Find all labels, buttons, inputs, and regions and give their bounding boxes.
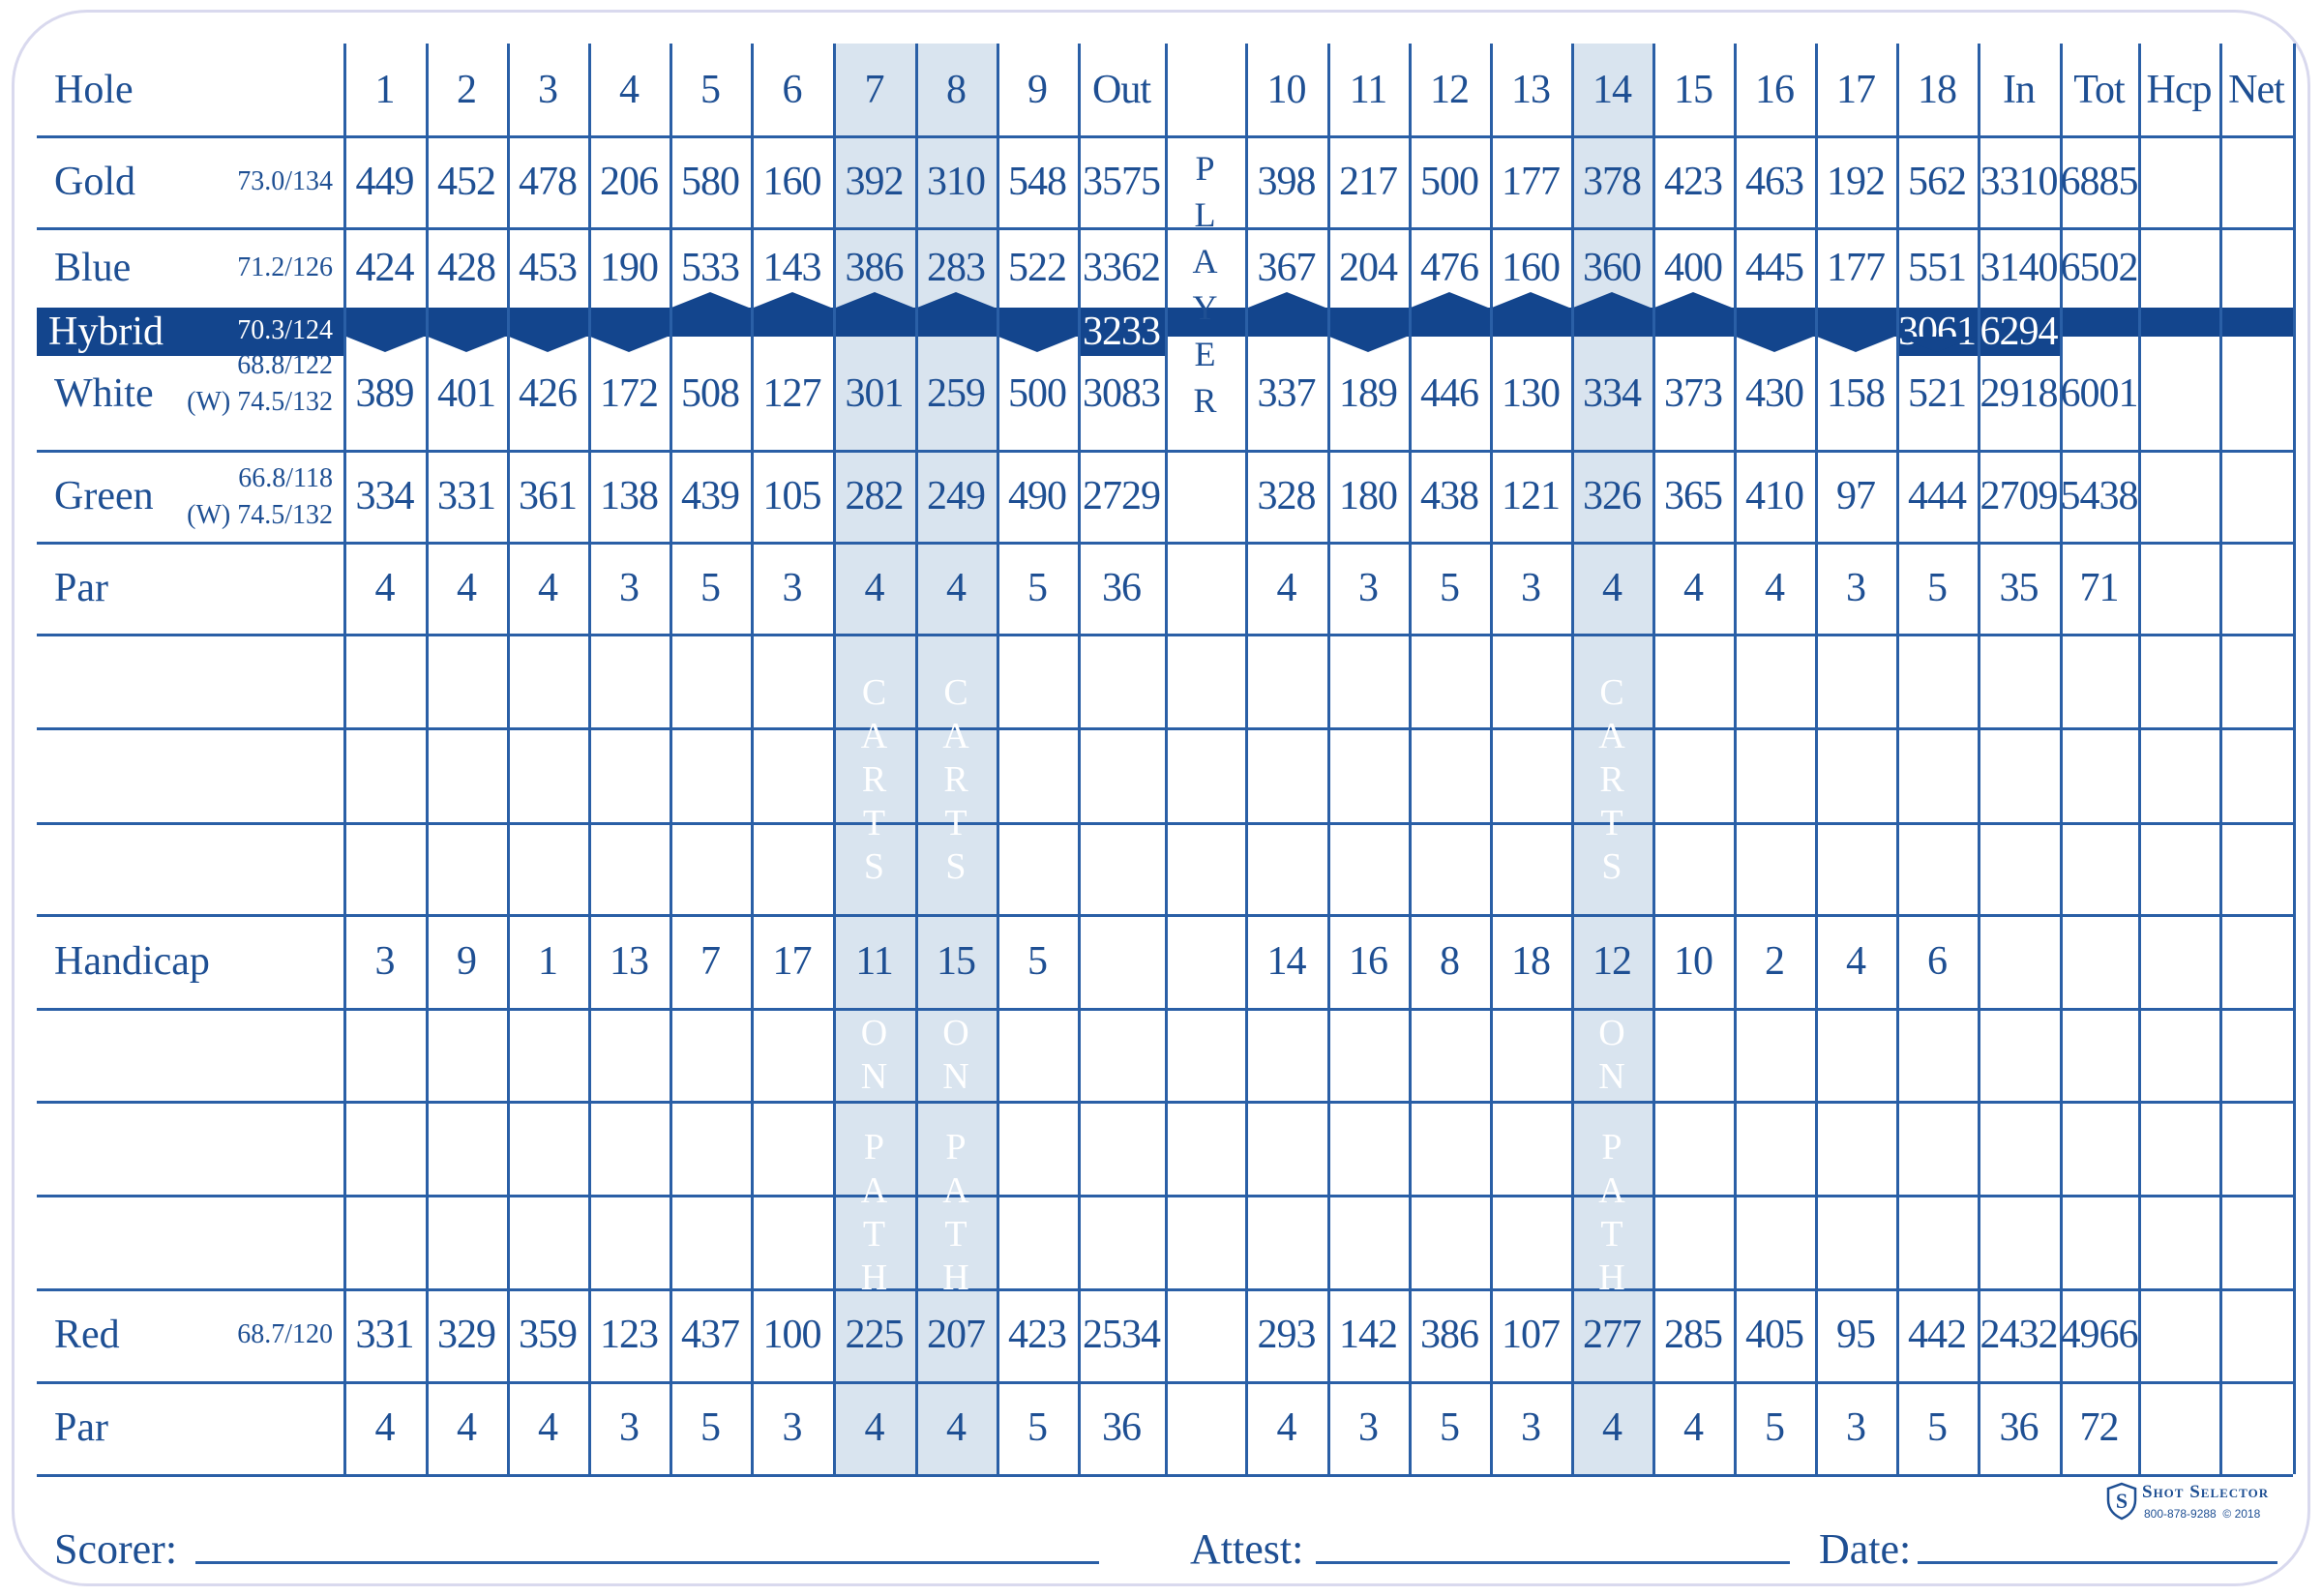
yardage-white: 430 xyxy=(1745,370,1803,416)
hole-number-8: 8 xyxy=(946,67,966,112)
yardage-red: 277 xyxy=(1583,1313,1641,1357)
tot-gold: 6885 xyxy=(2060,159,2138,204)
hole-number-13: 13 xyxy=(1511,67,1550,112)
scorer-line[interactable] xyxy=(195,1561,1099,1564)
yardage-green: 121 xyxy=(1502,473,1560,518)
yardage-blue: 143 xyxy=(762,245,821,290)
yardage-green: 361 xyxy=(519,473,577,518)
hybrid-tee-marker-down xyxy=(346,337,424,352)
yardage-red: 225 xyxy=(845,1313,904,1357)
par-men-value: 5 xyxy=(1927,565,1947,610)
handicap-value: 12 xyxy=(1593,938,1631,984)
yardage-red: 142 xyxy=(1339,1313,1397,1357)
par-women-value: 5 xyxy=(1927,1405,1947,1450)
brand-logo xyxy=(2105,1480,2299,1522)
hole-number-2: 2 xyxy=(457,67,476,112)
hybrid-tee-marker-down xyxy=(590,337,668,352)
yardage-blue: 283 xyxy=(927,245,985,290)
yardage-blue: 453 xyxy=(519,245,577,290)
svg-text:S: S xyxy=(2115,1489,2128,1513)
tot-white: 6001 xyxy=(2060,370,2138,416)
out-red: 2534 xyxy=(1083,1313,1160,1357)
yardage-blue: 160 xyxy=(1502,245,1560,290)
yardage-red: 437 xyxy=(681,1313,739,1357)
yardage-white: 158 xyxy=(1827,370,1885,416)
yardage-white: 521 xyxy=(1908,370,1966,416)
in-hybrid: 3061 xyxy=(1898,310,1976,354)
par-women-value: 3 xyxy=(1358,1405,1378,1450)
hole-number-15: 15 xyxy=(1674,67,1712,112)
yardage-white: 259 xyxy=(927,370,985,416)
par-men-value: 4 xyxy=(374,565,395,610)
yardage-gold: 548 xyxy=(1008,159,1066,204)
yardage-blue: 177 xyxy=(1827,245,1885,290)
tee-name-white: White xyxy=(54,370,154,416)
handicap-label: Handicap xyxy=(54,938,210,984)
score-entry-row[interactable] xyxy=(37,822,2293,914)
yardage-green: 105 xyxy=(762,473,821,518)
handicap-value: 2 xyxy=(1765,938,1784,984)
tot-blue: 6502 xyxy=(2060,245,2138,290)
yardage-white: 334 xyxy=(1583,370,1641,416)
yardage-green: 331 xyxy=(437,473,495,518)
tee-rating-red: 68.7/120 xyxy=(237,1319,333,1349)
par-men-value: 4 xyxy=(1602,565,1622,610)
par-men-value: 3 xyxy=(1846,565,1865,610)
yardage-gold: 452 xyxy=(437,159,495,204)
handicap-value: 8 xyxy=(1440,938,1459,984)
brand-name: Shot Selector xyxy=(2142,1482,2270,1502)
par-women-value: 5 xyxy=(700,1405,720,1450)
hybrid-tee-marker-up xyxy=(1248,292,1325,308)
yardage-gold: 192 xyxy=(1827,159,1885,204)
par-men-value: 4 xyxy=(1276,565,1296,610)
tee-rating-white: 68.8/122 xyxy=(237,350,333,380)
yardage-red: 359 xyxy=(519,1313,577,1357)
yardage-green: 180 xyxy=(1339,473,1397,518)
tee-rating-hybrid: 70.3/124 xyxy=(237,315,333,345)
hole-number-7: 7 xyxy=(864,67,884,112)
hybrid-tee-marker-up xyxy=(1573,292,1651,308)
yardage-blue: 551 xyxy=(1908,245,1966,290)
hole-number-10: 10 xyxy=(1266,67,1306,112)
net-header: Net xyxy=(2228,67,2284,112)
par-women-value: 4 xyxy=(864,1405,884,1450)
score-entry-row[interactable] xyxy=(37,634,2293,727)
yardage-white: 401 xyxy=(437,370,495,416)
par-women-in: 36 xyxy=(1999,1405,2039,1450)
yardage-green: 444 xyxy=(1908,473,1966,518)
yardage-red: 207 xyxy=(927,1313,985,1357)
yardage-white: 301 xyxy=(845,370,904,416)
yardage-blue: 522 xyxy=(1008,245,1066,290)
hybrid-tee-marker-down xyxy=(1736,337,1813,352)
yardage-blue: 386 xyxy=(845,245,904,290)
yardage-gold: 580 xyxy=(681,159,739,204)
handicap-value: 15 xyxy=(937,938,975,984)
in-white: 2918 xyxy=(1980,370,2058,416)
yardage-red: 331 xyxy=(355,1313,414,1357)
par-men-tot: 71 xyxy=(2079,565,2119,610)
handicap-value: 11 xyxy=(855,938,893,984)
on-label: ON xyxy=(1598,1013,1625,1097)
par-women-value: 5 xyxy=(1765,1405,1784,1450)
handicap-value: 10 xyxy=(1674,938,1712,984)
yardage-gold: 177 xyxy=(1502,159,1560,204)
in-red: 2432 xyxy=(1980,1313,2058,1357)
par-men-value: 3 xyxy=(1358,565,1378,610)
hole-number-12: 12 xyxy=(1430,67,1469,112)
tee-name-blue: Blue xyxy=(54,245,132,290)
player-label: PLAYER xyxy=(1192,149,1218,420)
par-women-tot: 72 xyxy=(2079,1405,2119,1450)
yardage-red: 293 xyxy=(1257,1313,1316,1357)
handicap-value: 13 xyxy=(610,938,648,984)
tot-green: 5438 xyxy=(2060,473,2138,518)
in-green: 2709 xyxy=(1980,473,2058,518)
handicap-value: 7 xyxy=(700,938,720,984)
hybrid-tee-marker-down xyxy=(1817,337,1894,352)
par-women-value: 3 xyxy=(782,1405,802,1450)
tee-name-red: Red xyxy=(54,1313,120,1357)
brand-copyright: © 2018 xyxy=(2222,1507,2261,1521)
yardage-red: 123 xyxy=(600,1313,658,1357)
hybrid-tee-marker-up xyxy=(671,292,749,308)
yardage-white: 500 xyxy=(1008,370,1066,416)
handicap-value: 16 xyxy=(1349,938,1387,984)
handicap-value: 17 xyxy=(772,938,812,984)
yardage-green: 97 xyxy=(1836,473,1875,518)
yardage-blue: 360 xyxy=(1583,245,1641,290)
out-blue: 3362 xyxy=(1083,245,1160,290)
yardage-white: 373 xyxy=(1664,370,1722,416)
out-hybrid: 3233 xyxy=(1083,310,1160,354)
hcp-header: Hcp xyxy=(2146,67,2212,112)
par-men-in: 35 xyxy=(1999,565,2039,610)
carts-label: CARTS xyxy=(860,672,888,887)
yardage-red: 95 xyxy=(1836,1313,1875,1357)
par-women-value: 3 xyxy=(619,1405,639,1450)
tee-name-hybrid: Hybrid xyxy=(48,310,164,354)
yardage-white: 130 xyxy=(1502,370,1560,416)
par-women-value: 5 xyxy=(1440,1405,1459,1450)
out-header: Out xyxy=(1092,67,1150,112)
par-men-value: 5 xyxy=(700,565,720,610)
par-men-value: 4 xyxy=(1683,565,1703,610)
grid-col-line xyxy=(2293,44,2296,1474)
carts-label: CARTS xyxy=(1598,672,1625,887)
tee-name-gold: Gold xyxy=(54,159,135,204)
attest-line[interactable] xyxy=(1316,1561,1790,1564)
yardage-blue: 476 xyxy=(1420,245,1478,290)
date-line[interactable] xyxy=(1918,1561,2277,1564)
handicap-value: 4 xyxy=(1846,938,1865,984)
yardage-gold: 206 xyxy=(600,159,658,204)
par-women-label: Par xyxy=(54,1405,108,1450)
par-men-value: 4 xyxy=(1765,565,1784,610)
yardage-green: 326 xyxy=(1583,473,1641,518)
score-entry-row[interactable] xyxy=(37,1008,2293,1101)
shield-logo-icon xyxy=(2105,1482,2138,1521)
yardage-red: 100 xyxy=(762,1313,821,1357)
date-label: Date: xyxy=(1819,1525,1912,1573)
par-men-value: 3 xyxy=(619,565,639,610)
on-label: ON xyxy=(942,1013,969,1097)
in-header: In xyxy=(2003,67,2035,112)
hole-number-11: 11 xyxy=(1349,67,1387,112)
hole-number-6: 6 xyxy=(782,67,802,112)
hole-number-5: 5 xyxy=(700,67,720,112)
hole-number-4: 4 xyxy=(619,67,639,112)
yardage-white: 508 xyxy=(681,370,739,416)
par-women-value: 4 xyxy=(1683,1405,1703,1450)
handicap-value: 14 xyxy=(1266,938,1306,984)
yardage-red: 329 xyxy=(437,1313,495,1357)
par-women-value: 3 xyxy=(1521,1405,1540,1450)
tee-name-green: Green xyxy=(54,473,154,518)
yardage-green: 365 xyxy=(1664,473,1722,518)
attest-label: Attest: xyxy=(1190,1525,1304,1573)
yardage-gold: 423 xyxy=(1664,159,1722,204)
hybrid-tee-marker-up xyxy=(754,292,831,308)
hole-number-1: 1 xyxy=(374,67,395,112)
tee-rating-green: 66.8/118 xyxy=(238,463,333,493)
hybrid-tee-marker-down xyxy=(998,337,1076,352)
par-women-out: 36 xyxy=(1102,1405,1141,1450)
par-men-value: 5 xyxy=(1027,565,1047,610)
out-green: 2729 xyxy=(1083,473,1160,518)
yardage-gold: 398 xyxy=(1257,159,1316,204)
par-women-value: 4 xyxy=(538,1405,557,1450)
tee-rating-blue: 71.2/126 xyxy=(237,251,333,282)
hybrid-tee-marker-down xyxy=(1898,337,1976,352)
hole-number-17: 17 xyxy=(1836,67,1875,112)
yardage-blue: 428 xyxy=(437,245,495,290)
par-men-value: 5 xyxy=(1440,565,1459,610)
scorer-label: Scorer: xyxy=(54,1525,178,1573)
par-women-value: 4 xyxy=(457,1405,476,1450)
yardage-blue: 367 xyxy=(1257,245,1316,290)
hybrid-tee-marker-up xyxy=(836,292,913,308)
hole-number-14: 14 xyxy=(1593,67,1631,112)
yardage-blue: 424 xyxy=(355,245,414,290)
hole-number-18: 18 xyxy=(1918,67,1956,112)
hybrid-tee-marker-up xyxy=(1492,292,1569,308)
yardage-green: 490 xyxy=(1008,473,1066,518)
tot-hybrid: 6294 xyxy=(1980,310,2058,354)
handicap-value: 5 xyxy=(1027,938,1047,984)
par-men-label: Par xyxy=(54,565,108,610)
yardage-gold: 392 xyxy=(845,159,904,204)
yardage-green: 439 xyxy=(681,473,739,518)
yardage-white: 389 xyxy=(355,370,414,416)
par-women-value: 4 xyxy=(374,1405,395,1450)
par-men-out: 36 xyxy=(1102,565,1141,610)
par-women-value: 5 xyxy=(1027,1405,1047,1450)
hole-header: Hole xyxy=(54,67,134,112)
par-women-value: 4 xyxy=(1276,1405,1296,1450)
yardage-green: 282 xyxy=(845,473,904,518)
hybrid-tee-marker-up xyxy=(1411,292,1488,308)
yardage-white: 337 xyxy=(1257,370,1316,416)
par-women-value: 4 xyxy=(946,1405,966,1450)
handicap-value: 6 xyxy=(1927,938,1947,984)
tot-header: Tot xyxy=(2073,67,2125,112)
yardage-blue: 445 xyxy=(1745,245,1803,290)
yardage-green: 410 xyxy=(1745,473,1803,518)
par-men-value: 4 xyxy=(457,565,476,610)
out-gold: 3575 xyxy=(1083,159,1160,204)
yardage-blue: 190 xyxy=(600,245,658,290)
yardage-blue: 204 xyxy=(1339,245,1397,290)
yardage-white: 426 xyxy=(519,370,577,416)
par-men-value: 4 xyxy=(538,565,557,610)
yardage-gold: 160 xyxy=(762,159,821,204)
score-entry-row[interactable] xyxy=(37,727,2293,822)
tee-rating-women-green: (W) 74.5/132 xyxy=(187,500,333,530)
yardage-red: 423 xyxy=(1008,1313,1066,1357)
yardage-gold: 463 xyxy=(1745,159,1803,204)
yardage-white: 172 xyxy=(600,370,658,416)
score-entry-row[interactable] xyxy=(37,1101,2293,1195)
yardage-green: 138 xyxy=(600,473,658,518)
brand-contact xyxy=(2144,1507,2260,1521)
yardage-red: 405 xyxy=(1745,1313,1803,1357)
out-white: 3083 xyxy=(1083,370,1160,416)
handicap-value: 3 xyxy=(374,938,395,984)
par-women-value: 3 xyxy=(1846,1405,1865,1450)
yardage-blue: 400 xyxy=(1664,245,1722,290)
in-blue: 3140 xyxy=(1980,245,2058,290)
yardage-green: 438 xyxy=(1420,473,1478,518)
score-entry-row[interactable] xyxy=(37,1195,2293,1288)
grid-row-line xyxy=(37,1474,2293,1477)
on-label: ON xyxy=(860,1013,888,1097)
handicap-value: 9 xyxy=(457,938,476,984)
yardage-red: 285 xyxy=(1664,1313,1722,1357)
path-label: PATH xyxy=(942,1127,969,1298)
hole-number-9: 9 xyxy=(1027,67,1047,112)
path-label: PATH xyxy=(860,1127,888,1298)
par-women-value: 4 xyxy=(1602,1405,1622,1450)
yardage-gold: 478 xyxy=(519,159,577,204)
hybrid-tee-marker-up xyxy=(1654,292,1732,308)
carts-label: CARTS xyxy=(942,672,969,887)
yardage-gold: 449 xyxy=(355,159,414,204)
yardage-green: 328 xyxy=(1257,473,1316,518)
handicap-value: 18 xyxy=(1511,938,1550,984)
yardage-white: 127 xyxy=(762,370,821,416)
hybrid-tee-marker-down xyxy=(509,337,586,352)
yardage-gold: 310 xyxy=(927,159,985,204)
yardage-gold: 500 xyxy=(1420,159,1478,204)
hybrid-tee-marker-down xyxy=(428,337,505,352)
yardage-gold: 562 xyxy=(1908,159,1966,204)
yardage-green: 334 xyxy=(355,473,414,518)
handicap-value: 1 xyxy=(538,938,557,984)
brand-phone: 800-878-9288 xyxy=(2144,1507,2217,1521)
yardage-red: 442 xyxy=(1908,1313,1966,1357)
hole-number-16: 16 xyxy=(1755,67,1794,112)
yardage-green: 249 xyxy=(927,473,985,518)
path-label: PATH xyxy=(1598,1127,1625,1298)
par-men-value: 3 xyxy=(782,565,802,610)
par-men-value: 4 xyxy=(946,565,966,610)
yardage-red: 107 xyxy=(1502,1313,1560,1357)
tot-red: 4966 xyxy=(2060,1313,2138,1357)
tee-rating-gold: 73.0/134 xyxy=(237,165,333,196)
par-men-value: 3 xyxy=(1521,565,1540,610)
in-gold: 3310 xyxy=(1980,159,2058,204)
hybrid-tee-marker-down xyxy=(1329,337,1407,352)
tee-rating-women-white: (W) 74.5/132 xyxy=(187,387,333,417)
yardage-red: 386 xyxy=(1420,1313,1478,1357)
hole-number-3: 3 xyxy=(538,67,557,112)
par-men-value: 4 xyxy=(864,565,884,610)
yardage-blue: 533 xyxy=(681,245,739,290)
yardage-white: 446 xyxy=(1420,370,1478,416)
hybrid-tee-marker-up xyxy=(917,292,995,308)
yardage-gold: 378 xyxy=(1583,159,1641,204)
yardage-gold: 217 xyxy=(1339,159,1397,204)
yardage-white: 189 xyxy=(1339,370,1397,416)
